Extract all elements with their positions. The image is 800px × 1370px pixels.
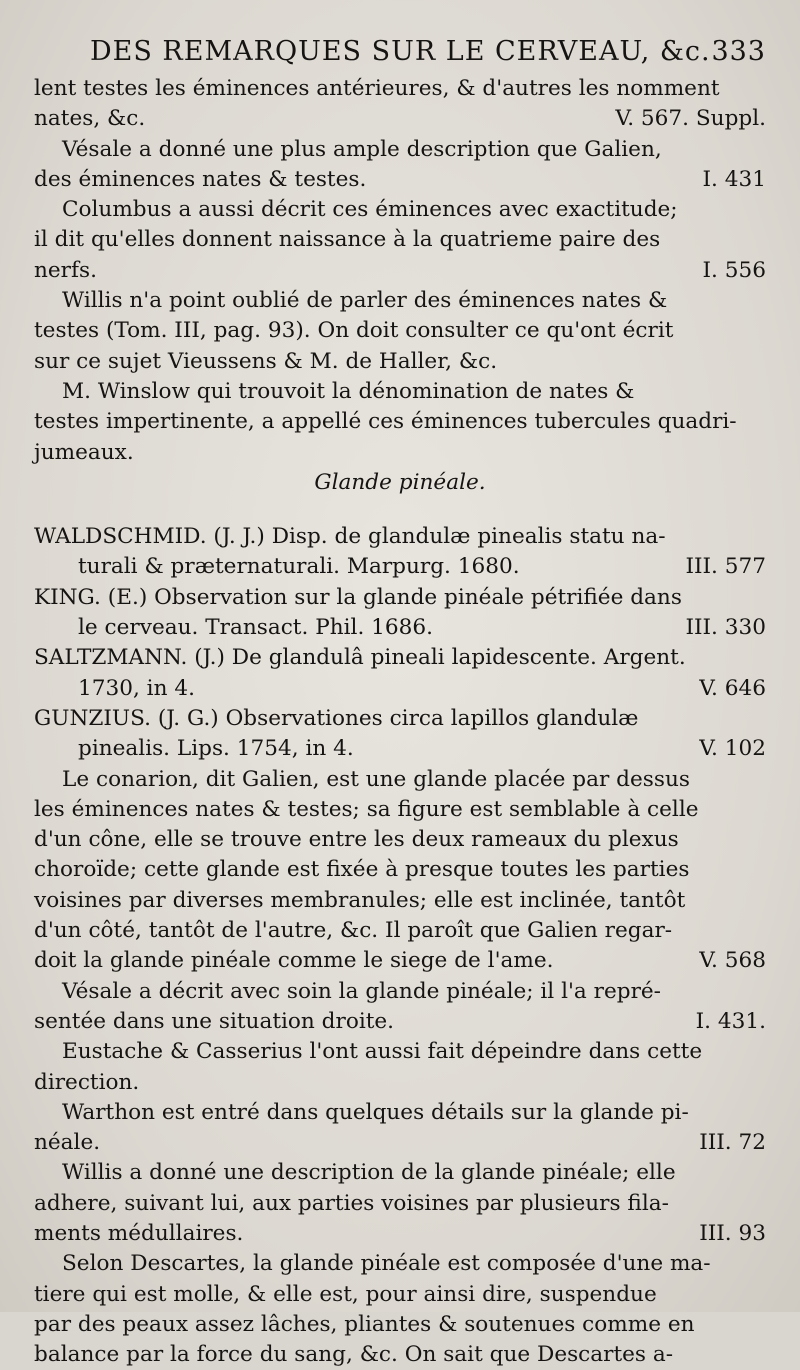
text-line: adhere, suivant lui, aux parties voisines par plusieurs fila-: [34, 1190, 669, 1216]
paragraph-start-line: M. Winslow qui trouvoit la dénomination de nates &: [62, 378, 635, 404]
bibliography-entry-continuation: 1730, in 4. V. 646: [78, 675, 766, 701]
text-line: doit la glande pinéale comme le siege de l'ame. V. 568: [34, 948, 766, 974]
text-line: testes impertinente, a appellé ces éminences tubercules quadri-: [34, 409, 737, 435]
paragraph-start-line: Warthon est entré dans quelques détails sur la glande pi-: [62, 1099, 689, 1125]
text-line: sur ce sujet Vieussens & M. de Haller, &c.: [34, 348, 498, 374]
section-heading: Glande pinéale.: [314, 469, 486, 495]
paragraph-start-line: Le conarion, dit Galien, est une glande placée par dessus: [62, 766, 690, 792]
paragraph-start-line: Eustache & Casserius l'ont aussi fait dépeindre dans cette: [62, 1039, 703, 1065]
paragraph-start-line: Vésale a décrit avec soin la glande pinéale; il l'a repré-: [62, 978, 661, 1004]
text-line: tiere qui est molle, & elle est, pour ainsi dire, suspendue: [34, 1281, 657, 1307]
text-line: choroïde; cette glande est fixée à presque toutes les parties: [34, 857, 690, 883]
text-line: jumeaux.: [34, 439, 134, 465]
bibliography-entry: GUNZIUS. (J. G.) Observationes circa lapillos glandulæ: [34, 705, 639, 731]
paragraph-start-line: Willis a donné une description de la glande pinéale; elle: [62, 1160, 676, 1186]
page-number: 333: [711, 36, 766, 67]
text-line: sentée dans une situation droite. I. 431.: [34, 1008, 766, 1034]
bibliography-entry: WALDSCHMID. (J. J.) Disp. de glandulæ pinealis statu na-: [34, 524, 666, 550]
paragraph-start-line: Selon Descartes, la glande pinéale est composée d'une ma-: [62, 1251, 711, 1277]
text-line: les éminences nates & testes; sa figure est semblable à celle: [34, 796, 699, 822]
text-line: balance par la force du sang, &c. On sait que Descartes a-: [34, 1342, 674, 1368]
text-line: des éminences nates & testes. I. 431: [34, 166, 766, 192]
text-line: néale. III. 72: [34, 1130, 766, 1156]
running-head-title: DES REMARQUES SUR LE CERVEAU, &c.: [90, 36, 711, 67]
bibliography-entry-continuation: le cerveau. Transact. Phil. 1686. III. 330: [78, 615, 766, 641]
bibliography-entry: SALTZMANN. (J.) De glandulâ pineali lapidescente. Argent.: [34, 645, 686, 671]
text-line: par des peaux assez lâches, pliantes & soutenues comme en: [34, 1311, 695, 1337]
text-line: direction.: [34, 1069, 140, 1095]
text-line: nerfs. I. 556: [34, 257, 766, 283]
text-line: voisines par diverses membranules; elle est inclinée, tantôt: [34, 887, 686, 913]
text-line: testes (Tom. III, pag. 93). On doit consulter ce qu'ont écrit: [34, 318, 674, 344]
bibliography-entry: KING. (E.) Observation sur la glande pinéale pétrifiée dans: [34, 584, 682, 610]
text-line: lent testes les éminences antérieures, & d'autres les nomment: [34, 76, 720, 101]
text-line: d'un cône, elle se trouve entre les deux rameaux du plexus: [34, 827, 679, 853]
section-spacer: [34, 498, 766, 522]
text-line: d'un côté, tantôt de l'autre, &c. Il paroît que Galien regar-: [34, 918, 673, 944]
bibliography-entry-continuation: pinealis. Lips. 1754, in 4. V. 102: [78, 736, 766, 762]
page-body: [34, 74, 766, 1370]
running-head: [34, 30, 766, 74]
paragraph-start-line: Willis n'a point oublié de parler des éminences nates &: [62, 288, 668, 314]
text-line: ments médullaires. III. 93: [34, 1220, 766, 1246]
text-line: il dit qu'elles donnent naissance à la quatrieme paire des: [34, 227, 661, 253]
text-line: nates, &c. V. 567. Suppl.: [34, 106, 766, 132]
paragraph-start-line: Columbus a aussi décrit ces éminences avec exactitude;: [62, 197, 678, 223]
bibliography-entry-continuation: turali & præternaturali. Marpurg. 1680. III. 577: [78, 554, 766, 580]
paragraph-start-line: Vésale a donné une plus ample description que Galien,: [62, 136, 662, 162]
